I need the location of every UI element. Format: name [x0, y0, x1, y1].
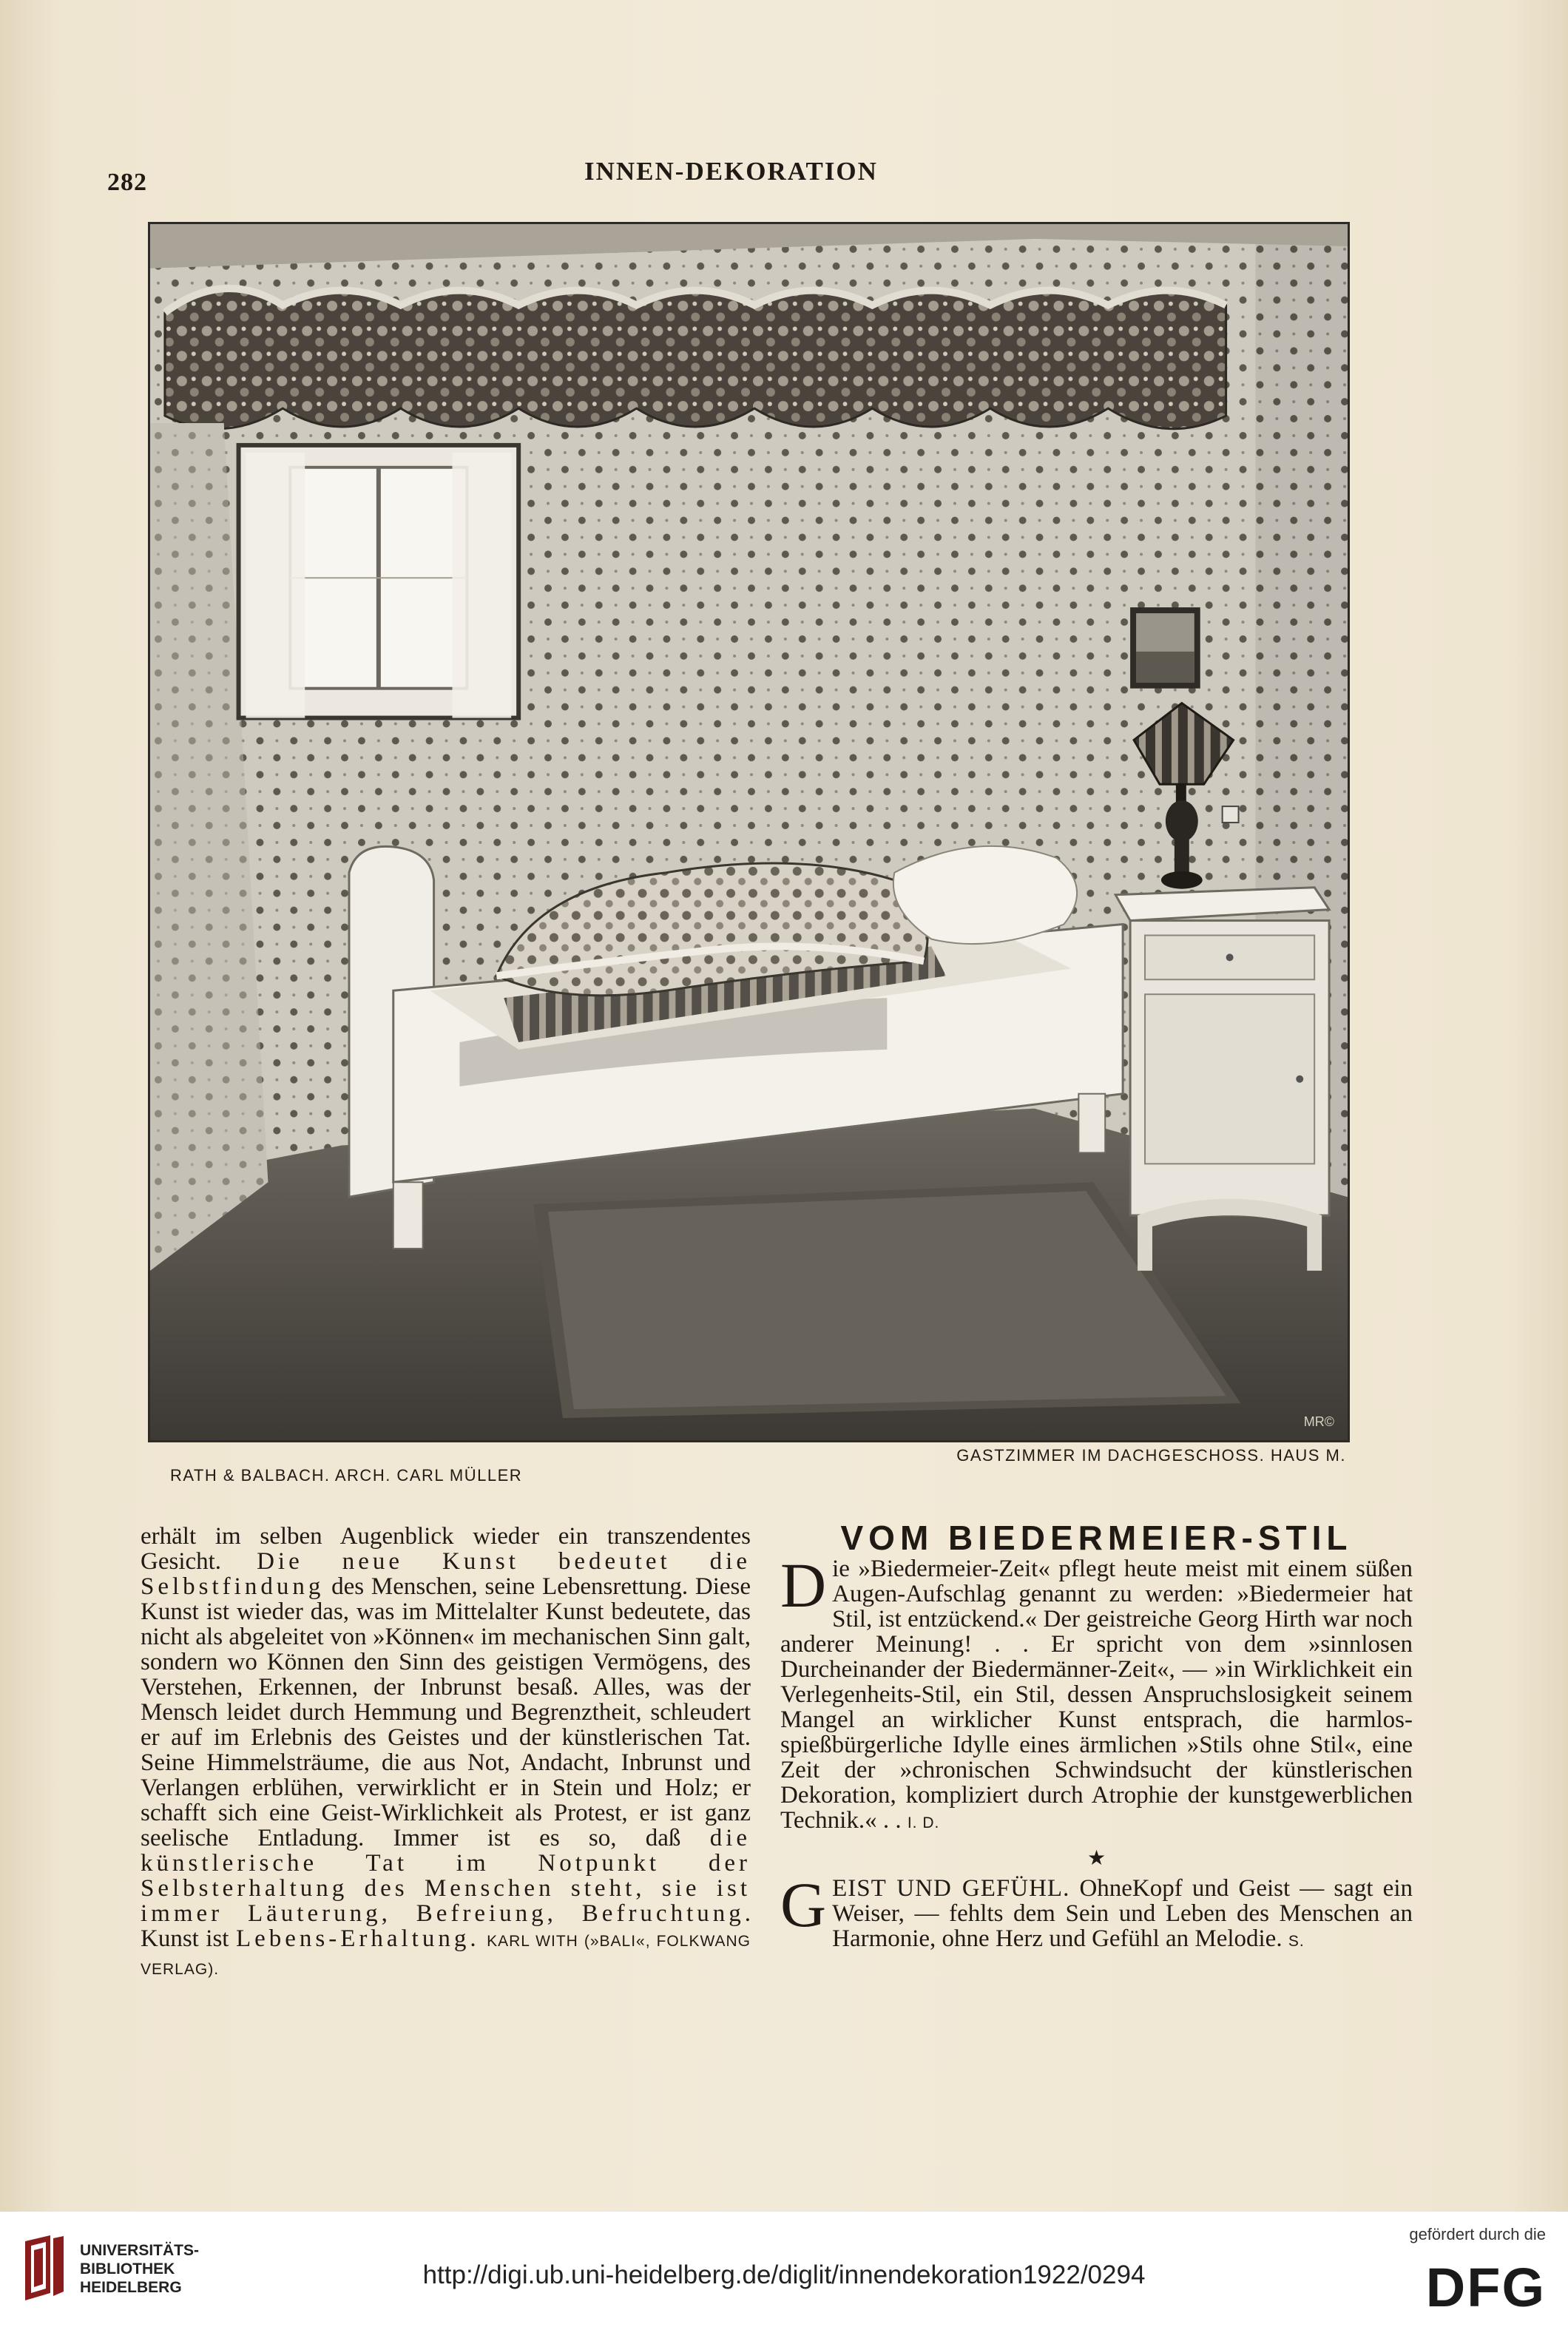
- emphasized-text: die künstlerische Tat im Notpunkt der Selbsterhaltung des Menschen steht, sie ist immer Läuterung, Befreiung, Befruchtung: [141, 1825, 751, 1927]
- body-text: erhält im selben Augenblick wieder ein transzendentes Gesicht.: [141, 1523, 751, 1575]
- photographer-monogram: MR©: [1303, 1414, 1334, 1429]
- left-paragraph: [141, 1524, 751, 1982]
- digital-library-footer: [0, 2212, 1568, 2330]
- emphasized-text: Die neue Kunst bedeutet die Selbstfindung: [141, 1548, 751, 1600]
- bedroom-photograph: [150, 224, 1348, 1440]
- right-text-column: [780, 1519, 1413, 1954]
- digital-copy-url[interactable]: http://digi.ub.uni-heidelberg.de/diglit/innendekoration1922/0294: [422, 2260, 1146, 2289]
- geist-gefuehl-article: [780, 1869, 1413, 1954]
- body-text: ie »Biedermeier-Zeit« pflegt heute meist mit einem süßen Augen-Aufschlag genannt zu werden: »Biedermeier hat Stil, ist entzückend.« Der geistreiche Georg Hirth war noch anderer Meinung! . . Er spricht von dem »sinnlosen Durcheinander der Biedermänner-Zeit«, — »in Wirklichkeit ein Verlegenheits-Stil, ein Stil, dessen Anspruchslosigkeit seinem Mangel an wirklicher Kunst entsprach, die harmlos-spießbürgerliche Idylle eines ärmlichen »Stils ohne Stil«, eine Zeit der »chronischen Schwindsucht der künstlerischen Dekoration, kompliziert durch Atrophie der kunstgewerblichen Technik.« . .: [780, 1556, 1413, 1834]
- emphasized-text: Lebens-Erhaltung.: [235, 1925, 480, 1952]
- left-text-column: [141, 1524, 751, 1982]
- institution-line: UNIVERSITÄTS-: [80, 2242, 200, 2259]
- body-text: . Kunst ist: [141, 1900, 751, 1952]
- section-separator-star: ★: [1087, 1847, 1106, 1870]
- running-title: INNEN-DEKORATION: [584, 157, 878, 186]
- author-initials: I. D.: [907, 1814, 940, 1831]
- institution-line: BIBLIOTHEK: [80, 2260, 175, 2277]
- article-title: VOM BIEDERMEIER-STIL: [840, 1519, 1353, 1557]
- funder-label: gefördert durch die: [1409, 2225, 1546, 2243]
- source-attribution: KARL WITH (»BALI«, FOLKWANG VERLAG).: [141, 1933, 751, 1978]
- dfg-logo: DFG: [1425, 2257, 1546, 2318]
- photo-credit-caption: RATH & BALBACH. ARCH. CARL MÜLLER: [170, 1466, 523, 1485]
- institution-line: HEIDELBERG: [80, 2279, 182, 2296]
- author-initials: S.: [1288, 1933, 1305, 1950]
- article-heading: EIST UND GEFÜHL.: [832, 1875, 1070, 1902]
- body-text: des Menschen, seine Lebensrettung. Diese Kunst ist wieder das, was im Mittelalter Kunst bedeutete, das nicht als abgeleitet von »Können« im mechanischen Sinn galt, sondern wo Können den Sinn des geistigen Vermögens, des Verstehen, Erkennen, der Inbrunst besaß. Alles, was der Mensch leidet durch Hemmung und Begrenztheit, schleudert er auf im Erlebnis des Geistes und der künstlerischen Tat. Seine Himmelsträume, die aus Not, Andacht, Inbrunst und Verlangen erblühen, verwirklicht er in Stein und Holz; er schafft sich eine Geist-Wirklichkeit als Protest, er ist ganz seelische Entladung. Immer ist es so, daß: [141, 1573, 751, 1851]
- body-text: OhneKopf und Geist — sagt ein Weiser, — fehlts dem Sein und Leben des Menschen an Harmonie, ohne Herz und Gefühl an Melodie.: [832, 1875, 1413, 1952]
- biedermeier-article: [780, 1550, 1413, 1836]
- page-number: 282: [107, 169, 147, 196]
- drop-cap: G: [780, 1869, 827, 1940]
- drop-cap: D: [780, 1550, 827, 1621]
- photo-title-caption: GASTZIMMER IM DACHGESCHOSS. HAUS M.: [956, 1446, 1346, 1465]
- photo-plate: [148, 222, 1350, 1442]
